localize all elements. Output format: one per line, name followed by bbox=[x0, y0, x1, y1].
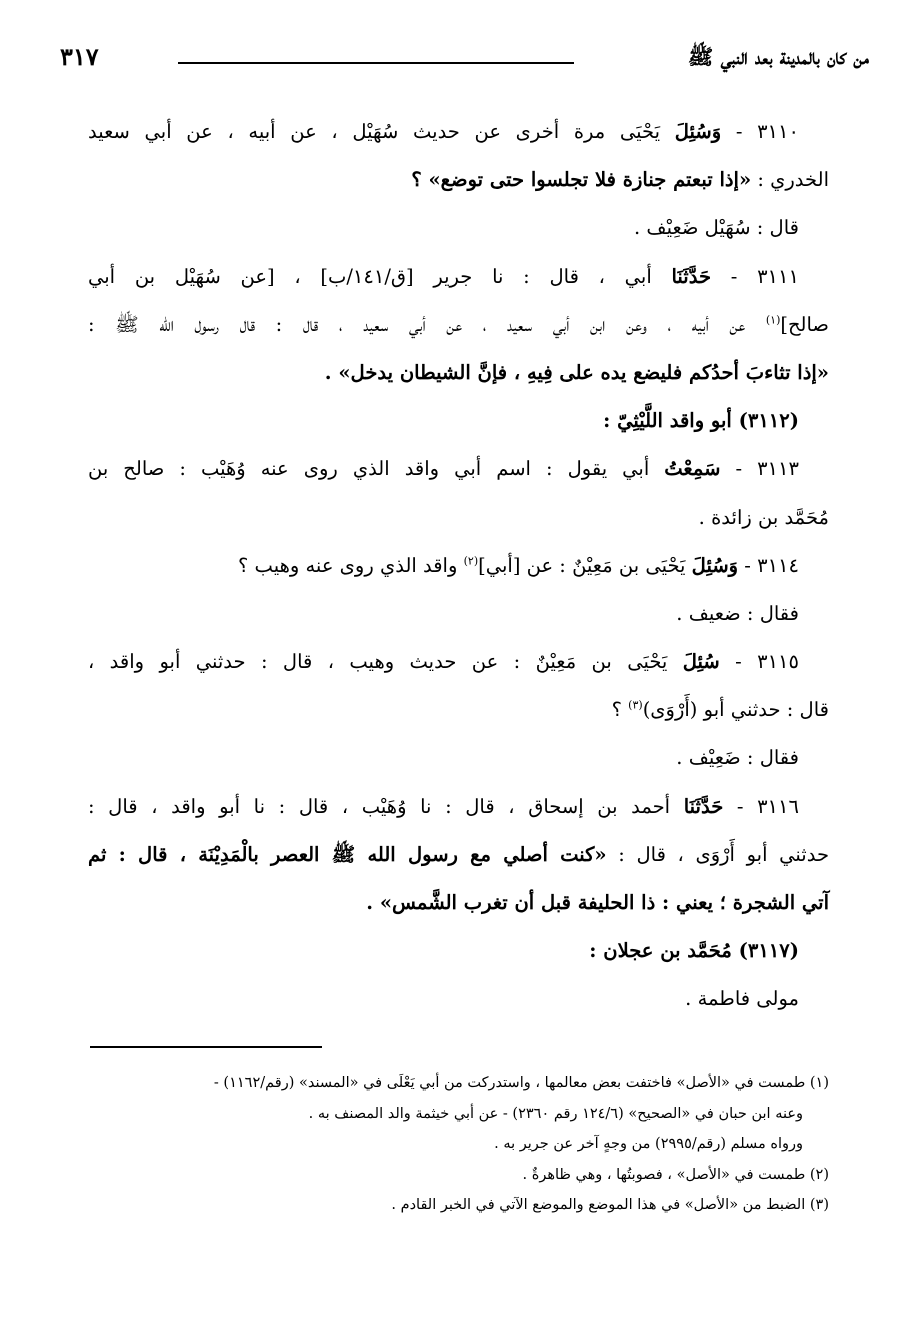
hadith-text: «إذا تبعتم جنازة فلا تجلسوا حتى توضع» ؟ bbox=[411, 168, 752, 192]
entry-3114-line-1: ٣١١٤ - وَسُئِلَ يَحْيَى بن مَعِيْنٌ : عن [أبي]$^{(٢)}$ واقد الذي روى عنه وهيب ؟ bbox=[238, 553, 799, 577]
entry-3115-line-1: ٣١١٥ - سُئِلَ يَحْيَى بن مَعِيْنٌ : عن حديث وهيب ، قال : حدثني أبو واقد ، bbox=[88, 650, 799, 674]
heading-3112: (٣١١٢) أبو واقد اللَّيْثِيّ : bbox=[603, 409, 799, 433]
hadith-text: «كنت أصلي مع رسول الله ﷺ العصر بالْمَدِيْنَة ، قال : ثم bbox=[88, 842, 607, 866]
entry-3111-line-3: «إذا تثاءبَ أحدُكم فليضع يده على فِيهِ ، فإنَّ الشيطان يدخل» . bbox=[324, 360, 829, 384]
header-rule bbox=[178, 62, 574, 64]
entry-3113-line-1: ٣١١٣ - سَمِعْتُ أبي يقول : اسم أبي واقد الذي روى عنه وُهَيْب : صالح بن bbox=[88, 457, 799, 481]
footnote-1-cont: ورواه مسلم (رقم/٢٩٩٥) من وجهٍ آخر عن جرير به . bbox=[494, 1136, 803, 1153]
entry-3117-line-1: مولى فاطمة . bbox=[685, 987, 799, 1011]
footnote-3: (٣) الضبط من «الأصل» في هذا الموضع والموضع الآتي في الخبر القادم . bbox=[391, 1197, 829, 1214]
entry-3111-line-2: صالح]$^{(١)}$ عن أبيه ، وعن ابن أبي سعيد ، عن أبي سعيد ، قال : قال رسول الله ﷺ : bbox=[88, 312, 829, 336]
entry-3110-line-2: الخدري : «إذا تبعتم جنازة فلا تجلسوا حتى توضع» ؟ bbox=[411, 168, 829, 192]
footnote-1-cont: وعنه ابن حبان في «الصحيح» (١٢٤/٦ رقم ٢٣٦٠) - عن أبي خيثمة والد المصنف به . bbox=[308, 1105, 803, 1122]
footnote-ref-3: (٣) bbox=[628, 698, 643, 712]
entry-3116-line-1: ٣١١٦ - حَدَّثَنَا أحمد بن إسحاق ، قال : نا وُهَيْب ، قال : نا أبو واقد ، قال : bbox=[88, 794, 799, 818]
entry-3115-line-2: قال : حدثني أبو (أَرْوَى)$^{(٣)}$ ؟ bbox=[611, 698, 829, 722]
footnote-2: (٢) طمست في «الأصل» ، فصوبتُها ، وهي ظاهرةٌ . bbox=[522, 1166, 829, 1183]
footnote-ref-2: (٢) bbox=[463, 554, 479, 568]
running-title: من كان بالمدينة بعد النبي ﷺ bbox=[687, 44, 869, 69]
entry-3110-line-3: قال : سُهَيْل ضَعِيْف . bbox=[633, 216, 799, 240]
footnotes bbox=[90, 1068, 829, 1221]
entry-3116-line-3: آتي الشجرة ؛ يعني : ذا الحليفة قبل أن تغرب الشَّمس» . bbox=[366, 891, 829, 914]
footnote-ref-1: (١) bbox=[765, 313, 781, 327]
entry-3110-line-1: ٣١١٠ - وَسُئِلَ يَحْيَى مرة أخرى عن حديث سُهَيْل ، عن أبيه ، عن أبي سعيد bbox=[88, 120, 799, 143]
footnote-1: (١) طمست في «الأصل» فاختفت بعض معالمها ، واستدركت من أبي يَعْلَى في «المسند» (رقم/١١٦٢) - bbox=[213, 1075, 829, 1091]
entry-3116-line-2: حدثني أبو أَرْوَى ، قال : «كنت أصلي مع رسول الله ﷺ العصر بالْمَدِيْنَة ، قال : ثم bbox=[88, 842, 829, 866]
footnote-rule bbox=[90, 1046, 322, 1048]
entry-3113-line-2: مُحَمَّد بن زائدة . bbox=[698, 505, 829, 529]
entry-3115-line-3: فقال : ضَعِيْف . bbox=[676, 746, 799, 770]
heading-3117: (٣١١٧) مُحَمَّد بن عجلان : bbox=[589, 939, 799, 963]
main-text bbox=[88, 108, 829, 1024]
page-number: ٣١٧ bbox=[60, 42, 99, 71]
entry-3111-line-1: ٣١١١ - حَدَّثَنَا أبي ، قال : نا جرير [ق/١٤١/ب] ، [عن سُهَيْل بن أبي bbox=[88, 264, 799, 288]
page-header bbox=[60, 40, 869, 84]
entry-3114-line-2: فقال : ضعيف . bbox=[676, 601, 799, 625]
